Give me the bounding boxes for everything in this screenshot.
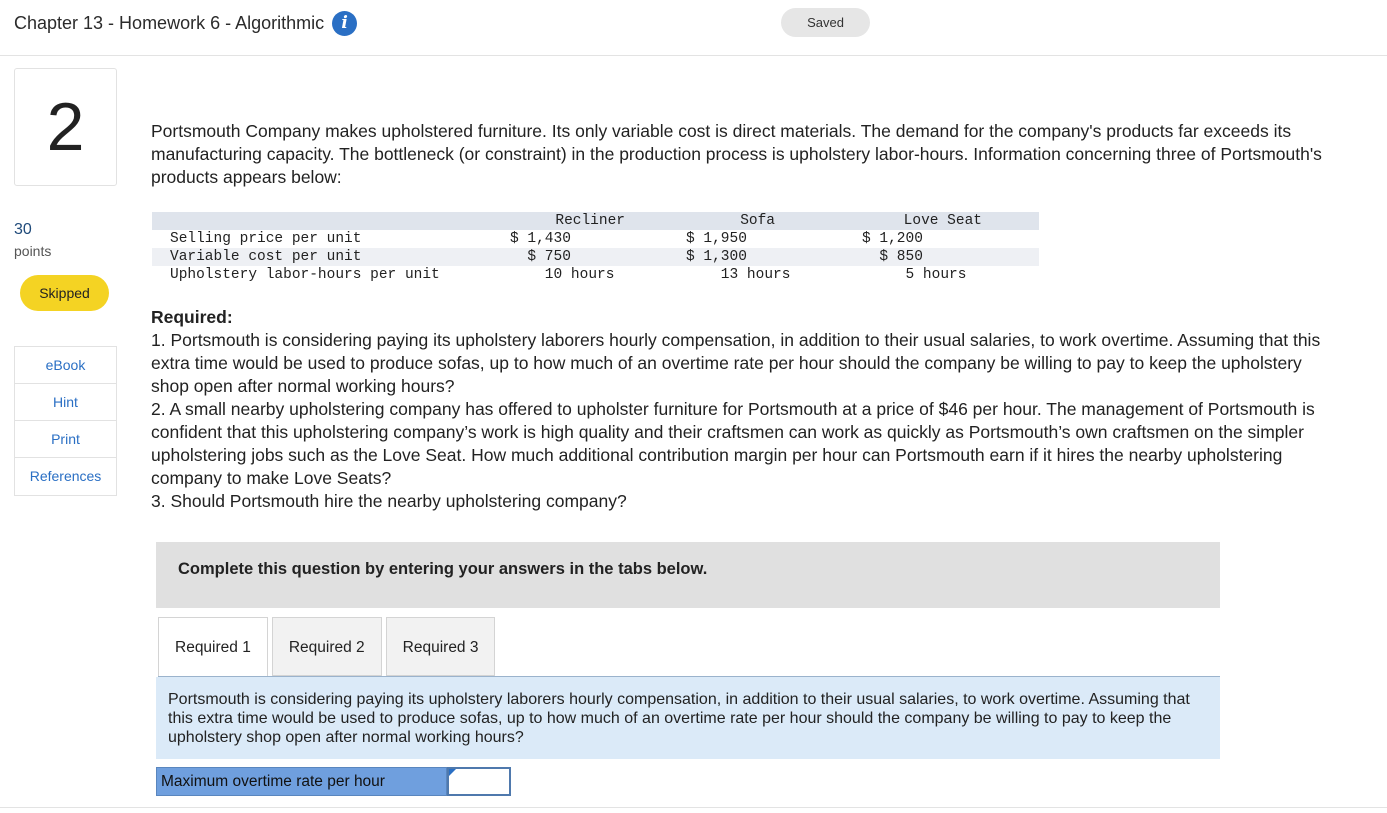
input-corner-marker bbox=[449, 769, 456, 776]
required-section bbox=[151, 306, 1341, 513]
tab-required-1[interactable]: Required 1 bbox=[158, 617, 268, 677]
table-cell: 5 hours bbox=[862, 267, 967, 283]
info-icon[interactable]: i bbox=[332, 11, 357, 36]
panel-question-text: Portsmouth is considering paying its upholstery laborers hourly compensation, in addition to their usual salaries, to work overtime. Assuming that this extra time would be used to produce sofas, up to how much of an overtime rate per hour should the company be willing to pay to keep the upholstery shop open after normal working hours? bbox=[168, 691, 1190, 746]
table-cell: $ 750 bbox=[510, 249, 571, 265]
points-value: 30 bbox=[14, 221, 32, 238]
table-header-love-seat: Love Seat bbox=[903, 213, 982, 229]
answer-row bbox=[156, 767, 511, 796]
assignment-title bbox=[14, 11, 357, 36]
resource-links bbox=[14, 346, 117, 496]
row-label: Variable cost per unit bbox=[170, 249, 362, 265]
instruction-banner bbox=[156, 542, 1220, 608]
footer-divider bbox=[0, 807, 1387, 808]
tab-required-3[interactable]: Required 3 bbox=[386, 617, 496, 676]
required-item-2: 2. A small nearby upholstering company has offered to upholster furniture for Portsmouth at a price of $46 per hour. The management of Portsmouth is confident that this upholstering company’s work is high quality and their craftsmen can work as quickly as Portsmouth’s own craftsmen on the simpler upholstering jobs such as the Love Seat. How much additional contribution margin per hour can Portsmouth earn if it hires the nearby upholstering company to make Love Seats? bbox=[151, 399, 1315, 488]
problem-intro: Portsmouth Company makes upholstered furniture. Its only variable cost is direct materials. The demand for the company's products far exceeds its manufacturing capacity. The bottleneck (or constraint) in the production process is upholstery labor-hours. Information concerning three of Portsmouth's products appears below: bbox=[151, 121, 1322, 187]
row-label: Upholstery labor-hours per unit bbox=[170, 267, 440, 283]
table-cell: 10 hours bbox=[510, 267, 615, 283]
table-row bbox=[152, 266, 1039, 284]
table-header-sofa: Sofa bbox=[740, 213, 775, 229]
answer-input-cell[interactable] bbox=[447, 767, 511, 796]
references-link[interactable]: References bbox=[29, 468, 102, 484]
table-cell: $ 1,300 bbox=[686, 249, 747, 265]
points-label: points bbox=[14, 243, 52, 259]
print-link[interactable]: Print bbox=[15, 421, 116, 458]
table-cell: 13 hours bbox=[686, 267, 791, 283]
tab-required-2[interactable]: Required 2 bbox=[272, 617, 382, 676]
saved-status-badge: Saved bbox=[781, 8, 870, 37]
table-row bbox=[152, 230, 1039, 248]
question-panel bbox=[156, 677, 1220, 759]
product-data-table bbox=[152, 212, 1039, 284]
required-item-1: 1. Portsmouth is considering paying its upholstery laborers hourly compensation, in addition to their usual salaries, to work overtime. Assuming that this extra time would be used to produce sofas, up to how much of an overtime rate per hour should the company be willing to pay to keep the upholstery shop open after normal working hours? bbox=[151, 330, 1321, 396]
table-cell: $ 1,950 bbox=[686, 231, 747, 247]
question-number: 2 bbox=[46, 89, 85, 165]
requirement-tabs bbox=[158, 617, 499, 677]
table-header-row bbox=[152, 212, 1039, 230]
row-label: Selling price per unit bbox=[170, 231, 362, 247]
ebook-link[interactable]: eBook bbox=[15, 347, 116, 384]
answer-label: Maximum overtime rate per hour bbox=[156, 767, 447, 796]
assignment-title-text: Chapter 13 - Homework 6 - Algorithmic bbox=[14, 13, 325, 33]
overtime-rate-input[interactable] bbox=[449, 769, 509, 794]
required-item-3: 3. Should Portsmouth hire the nearby upholstering company? bbox=[151, 491, 627, 511]
required-heading: Required: bbox=[151, 307, 233, 327]
instruction-text: Complete this question by entering your answers in the tabs below. bbox=[178, 560, 708, 578]
table-header-recliner: Recliner bbox=[555, 213, 625, 229]
top-bar bbox=[0, 0, 1387, 56]
table-header-empty bbox=[152, 212, 502, 230]
table-cell: $ 1,200 bbox=[862, 231, 923, 247]
hint-link[interactable]: Hint bbox=[15, 384, 116, 421]
question-number-box bbox=[14, 68, 117, 186]
skipped-status-badge: Skipped bbox=[20, 275, 109, 311]
table-cell: $ 850 bbox=[862, 249, 923, 265]
table-cell: $ 1,430 bbox=[510, 231, 571, 247]
table-row bbox=[152, 248, 1039, 266]
